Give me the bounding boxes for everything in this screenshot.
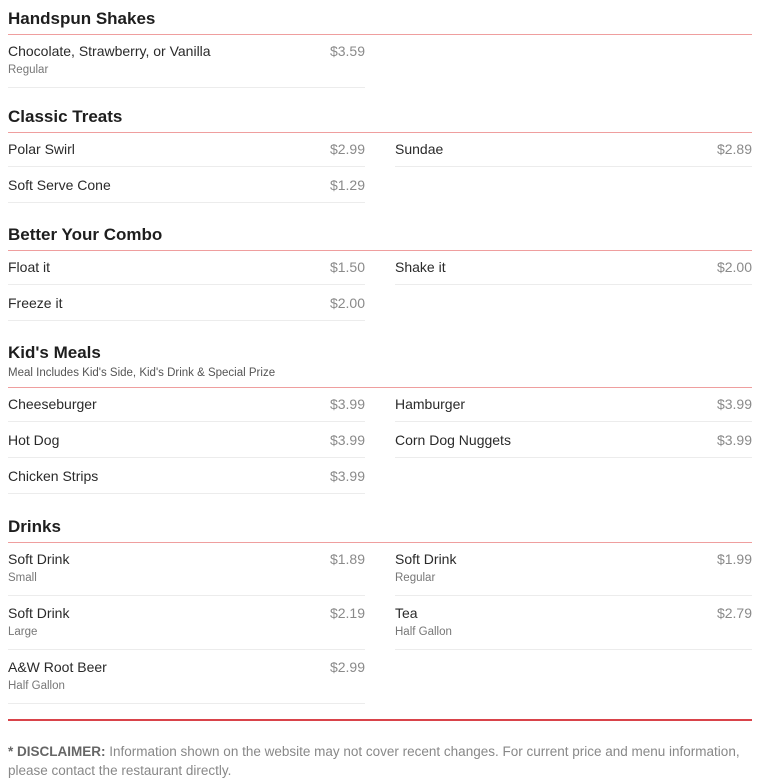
item-price: $2.79	[716, 605, 752, 621]
item-size: Small	[8, 572, 37, 584]
item-price: $2.99	[329, 141, 365, 157]
section-note: Meal Includes Kid's Side, Kid's Drink & Special Prize	[8, 367, 276, 379]
item-name: Hamburger	[395, 396, 466, 412]
section-divider	[8, 34, 752, 35]
section-title: Drinks	[8, 517, 61, 536]
menu-item	[395, 141, 752, 167]
item-price: $1.50	[329, 259, 365, 275]
menu-item	[395, 551, 752, 596]
item-name: Tea	[395, 605, 418, 621]
item-price: $3.99	[716, 432, 752, 448]
menu-item	[8, 285, 365, 321]
item-price: $3.99	[716, 396, 752, 412]
item-name: A&W Root Beer	[8, 659, 107, 675]
item-name: Freeze it	[8, 295, 63, 311]
section-divider	[8, 132, 752, 133]
menu-item	[395, 259, 752, 285]
section-drinks	[8, 517, 752, 704]
section-kids-meals	[8, 343, 752, 494]
section-divider	[8, 250, 752, 251]
section-better-your-combo	[8, 225, 752, 321]
footer-divider	[8, 719, 752, 721]
item-size: Regular	[395, 572, 436, 584]
menu-item	[8, 396, 365, 422]
item-price: $2.00	[716, 259, 752, 275]
item-price: $2.99	[329, 659, 365, 675]
item-price: $2.00	[329, 295, 365, 311]
item-price: $3.59	[329, 43, 365, 59]
menu-item	[8, 458, 365, 494]
disclaimer-text: Information shown on the website may not cover recent changes. For current price and menu information, please contact the restaurant directly.	[8, 744, 740, 778]
section-handspun-shakes	[8, 9, 752, 88]
item-name: Polar Swirl	[8, 141, 75, 157]
menu-item	[8, 422, 365, 458]
menu-item	[395, 596, 752, 650]
item-name: Soft Drink	[395, 551, 457, 567]
disclaimer	[8, 742, 752, 780]
item-price: $3.99	[329, 432, 365, 448]
item-name: Soft Drink	[8, 551, 70, 567]
item-size: Large	[8, 626, 38, 638]
item-size: Regular	[8, 64, 49, 76]
section-title: Kid's Meals	[8, 343, 101, 362]
disclaimer-label: * DISCLAIMER:	[8, 744, 106, 759]
menu-item	[8, 167, 365, 203]
section-divider	[8, 542, 752, 543]
item-name: Soft Serve Cone	[8, 177, 111, 193]
section-classic-treats	[8, 107, 752, 203]
item-price: $2.89	[716, 141, 752, 157]
item-size: Half Gallon	[395, 626, 452, 638]
item-price: $1.89	[329, 551, 365, 567]
item-name: Hot Dog	[8, 432, 60, 448]
section-title: Classic Treats	[8, 107, 123, 126]
item-price: $1.99	[716, 551, 752, 567]
item-name: Shake it	[395, 259, 446, 275]
item-size: Half Gallon	[8, 680, 65, 692]
menu-item	[8, 259, 365, 285]
item-name: Chicken Strips	[8, 468, 99, 484]
item-price: $3.99	[329, 468, 365, 484]
menu-item	[8, 551, 365, 596]
menu-item	[8, 596, 365, 650]
section-title: Handspun Shakes	[8, 9, 156, 28]
item-name: Cheeseburger	[8, 396, 97, 412]
item-name: Corn Dog Nuggets	[395, 432, 511, 448]
section-divider	[8, 387, 752, 388]
menu-item	[395, 422, 752, 458]
item-name: Chocolate, Strawberry, or Vanilla	[8, 43, 211, 59]
item-name: Soft Drink	[8, 605, 70, 621]
item-name: Float it	[8, 259, 51, 275]
item-price: $2.19	[329, 605, 365, 621]
menu-item	[395, 396, 752, 422]
item-price: $1.29	[329, 177, 365, 193]
item-price: $3.99	[329, 396, 365, 412]
section-title: Better Your Combo	[8, 225, 163, 244]
menu-item	[8, 141, 365, 167]
item-name: Sundae	[395, 141, 444, 157]
menu-item	[8, 43, 365, 88]
menu-item	[8, 650, 365, 704]
